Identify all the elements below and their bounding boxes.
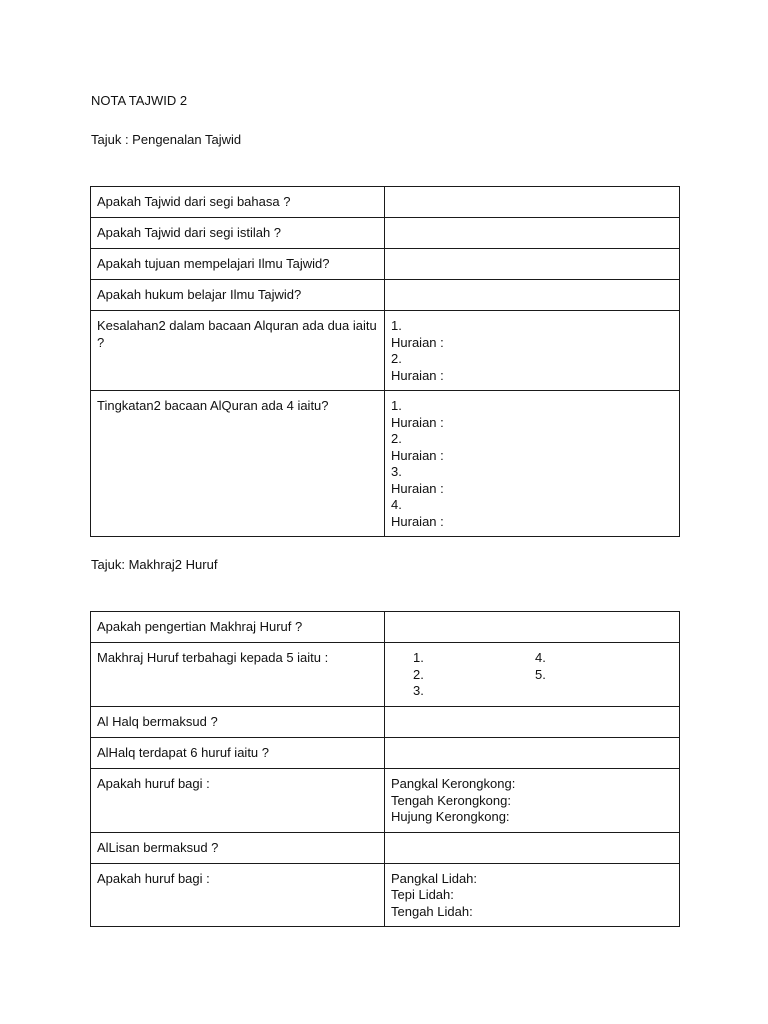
answer-cell: [385, 311, 680, 391]
answer-cell: [385, 612, 680, 643]
list-item: 3.: [413, 683, 424, 698]
list-item: 5.: [535, 666, 546, 682]
answer-cell: [385, 738, 680, 769]
table-row: [91, 218, 680, 249]
table-row: [91, 612, 680, 643]
table-row: [91, 707, 680, 738]
answer-line: Huraian :: [391, 367, 444, 383]
answer-line: Pangkal Lidah:: [391, 870, 478, 886]
answer-line: Huraian :: [391, 334, 444, 350]
question-cell: Apakah Tajwid dari segi bahasa ?: [91, 187, 385, 218]
table-pengenalan-tajwid: [90, 186, 680, 537]
table-row: [91, 643, 680, 707]
document-title: NOTA TAJWID 2: [91, 93, 188, 108]
answer-cell: [385, 832, 680, 863]
question-cell: Makhraj Huruf terbahagi kepada 5 iaitu :: [91, 643, 385, 707]
question-cell: Apakah huruf bagi :: [91, 769, 385, 833]
table-row: [91, 738, 680, 769]
answer-line: 4.: [391, 497, 402, 512]
list-item: 1.: [413, 650, 424, 665]
answer-line: 1.: [391, 398, 402, 413]
answer-cell: [385, 769, 680, 833]
answer-cell: [385, 249, 680, 280]
answer-line: 3.: [391, 464, 402, 479]
table-row: [91, 311, 680, 391]
answer-line: Tengah Kerongkong:: [391, 792, 511, 808]
table-row: [91, 249, 680, 280]
answer-line: Huraian :: [391, 513, 444, 529]
answer-cell: [385, 707, 680, 738]
question-cell: Apakah pengertian Makhraj Huruf ?: [91, 612, 385, 643]
question-cell: Apakah tujuan mempelajari Ilmu Tajwid?: [91, 249, 385, 280]
answer-cell: [385, 280, 680, 311]
table-row: [91, 187, 680, 218]
question-cell: AlHalq terdapat 6 huruf iaitu ?: [91, 738, 385, 769]
table-row: [91, 863, 680, 927]
table-row: [91, 391, 680, 537]
answer-cell: [385, 187, 680, 218]
question-cell: Kesalahan2 dalam bacaan Alquran ada dua iaitu ?: [91, 311, 385, 391]
answer-line: Tepi Lidah:: [391, 887, 454, 902]
table-row: [91, 769, 680, 833]
section-heading-pengenalan-tajwid: Tajuk : Pengenalan Tajwid: [91, 132, 242, 147]
answer-line: Hujung Kerongkong:: [391, 809, 510, 824]
numbered-list: [391, 650, 673, 700]
question-cell: Apakah huruf bagi :: [91, 863, 385, 927]
list-item: 2.: [413, 666, 424, 682]
table-makhraj-huruf: [90, 611, 680, 927]
table-row: [91, 832, 680, 863]
section-heading-makhraj-huruf: Tajuk: Makhraj2 Huruf: [91, 557, 218, 572]
question-cell: Tingkatan2 bacaan AlQuran ada 4 iaitu?: [91, 391, 385, 537]
answer-cell: [385, 391, 680, 537]
answer-line: Huraian :: [391, 480, 444, 496]
answer-line: Huraian :: [391, 447, 444, 463]
answer-line: 2.: [391, 351, 402, 366]
question-cell: AlLisan bermaksud ?: [91, 832, 385, 863]
list-item: 4.: [535, 650, 546, 665]
answer-cell: [385, 218, 680, 249]
answer-line: Pangkal Kerongkong:: [391, 776, 516, 791]
answer-line: Tengah Lidah:: [391, 903, 473, 919]
question-cell: Al Halq bermaksud ?: [91, 707, 385, 738]
table-row: [91, 280, 680, 311]
answer-line: 2.: [391, 431, 402, 446]
answer-line: Huraian :: [391, 414, 444, 430]
question-cell: Apakah hukum belajar Ilmu Tajwid?: [91, 280, 385, 311]
question-cell: Apakah Tajwid dari segi istilah ?: [91, 218, 385, 249]
answer-cell: [385, 643, 680, 707]
answer-cell: [385, 863, 680, 927]
answer-line: 1.: [391, 318, 402, 333]
